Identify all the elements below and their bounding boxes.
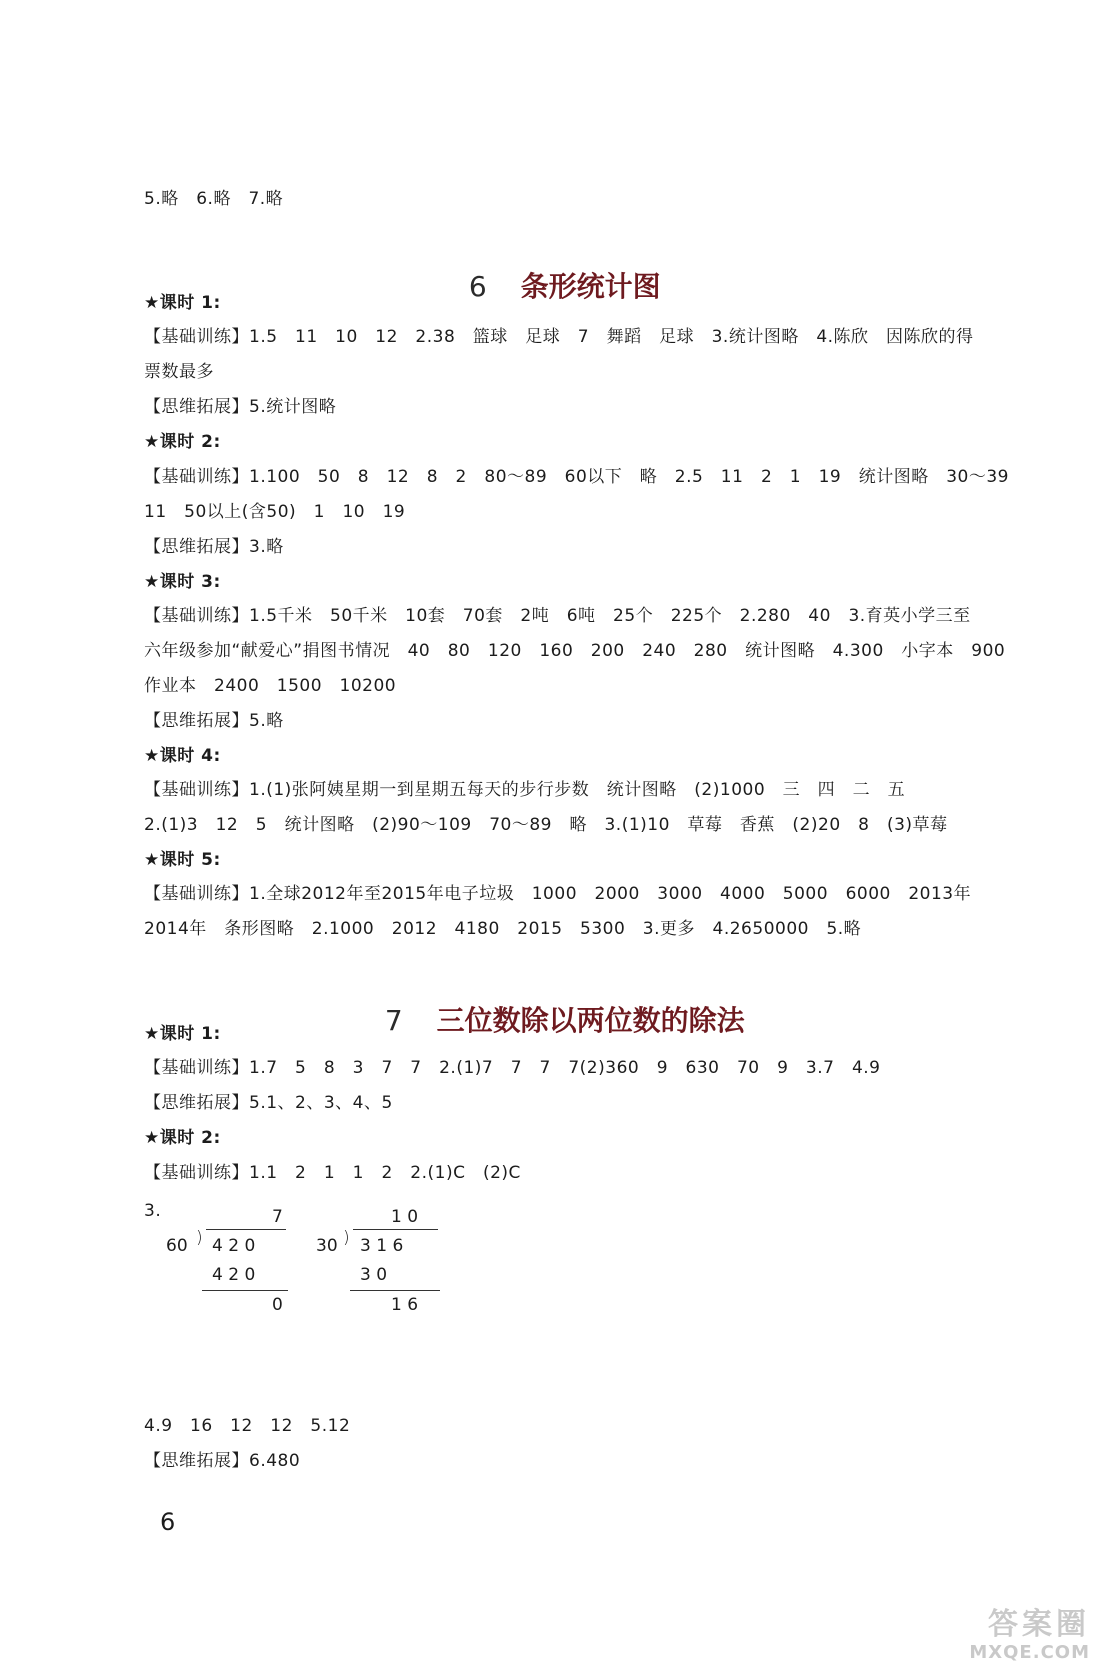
product: 4 2 0 — [212, 1265, 256, 1285]
lesson-heading: ★课时 3: — [144, 572, 221, 592]
answer-line: 4.9 16 12 12 5.12 — [144, 1416, 351, 1436]
subtraction-line — [350, 1290, 440, 1291]
dividend: 4 2 0 — [212, 1236, 256, 1256]
section-name: 三位数除以两位数的除法 — [436, 1004, 745, 1037]
watermark-top: 答案圈 — [988, 1607, 1090, 1642]
lesson-heading: ★课时 2: — [144, 1128, 221, 1148]
answer-line: 【基础训练】1.全球2012年至2015年电子垃圾 1000 2000 3000 4000 5000 6000 2013年 — [144, 884, 972, 904]
answer-line: 【思维拓展】3.略 — [144, 537, 284, 557]
division-bar — [206, 1229, 286, 1230]
answer-line: 【基础训练】1.5 11 10 12 2.38 篮球 足球 7 舞蹈 足球 3.统计图略 4.陈欣 因陈欣的得 — [144, 327, 974, 347]
lesson-heading: ★课时 5: — [144, 850, 221, 870]
answer-line: 2014年 条形图略 2.1000 2012 4180 2015 5300 3.更多 4.2650000 5.略 — [144, 919, 862, 939]
answer-line: 5.略 6.略 7.略 — [144, 189, 284, 209]
lesson-heading: ★课时 1: — [144, 293, 221, 313]
watermark — [930, 1608, 1090, 1670]
quotient: 1 0 — [391, 1207, 419, 1227]
watermark-bottom: MXQE.COM — [969, 1642, 1090, 1663]
answer-line: 【基础训练】1.(1)张阿姨星期一到星期五每天的步行步数 统计图略 (2)1000 三 四 二 五 — [144, 780, 906, 800]
divisor: 60 — [166, 1236, 188, 1256]
answer-line: 11 50以上(含50) 1 10 19 — [144, 502, 406, 522]
bracket-icon: ) — [196, 1228, 203, 1248]
page-number: 6 — [160, 1508, 176, 1536]
answer-line: 3. — [144, 1201, 162, 1221]
bracket-icon: ) — [343, 1228, 350, 1248]
answer-line: 作业本 2400 1500 10200 — [144, 676, 397, 696]
lesson-heading: ★课时 4: — [144, 746, 221, 766]
answer-line: 【基础训练】1.7 5 8 3 7 7 2.(1)7 7 7 7(2)360 9 630 70 9 3.7 4.9 — [144, 1058, 881, 1078]
subtraction-line — [202, 1290, 288, 1291]
remainder: 1 6 — [391, 1295, 419, 1315]
answer-line: 2.(1)3 12 5 统计图略 (2)90～109 70～89 略 3.(1)10 草莓 香蕉 (2)20 8 (3)草莓 — [144, 815, 948, 835]
answer-line: 六年级参加“献爱心”捐图书情况 40 80 120 160 200 240 280 统计图略 4.300 小字本 900 — [144, 641, 1006, 661]
quotient: 7 — [272, 1207, 283, 1227]
section-number: 6 — [468, 270, 487, 303]
section-name: 条形统计图 — [520, 270, 661, 303]
answer-line: 【基础训练】1.1 2 1 1 2 2.(1)C (2)C — [144, 1163, 521, 1183]
section-number: 7 — [384, 1004, 403, 1037]
lesson-heading: ★课时 2: — [144, 432, 221, 452]
answer-line: 票数最多 — [144, 362, 214, 382]
answer-line: 【思维拓展】5.统计图略 — [144, 397, 337, 417]
remainder: 0 — [272, 1295, 283, 1315]
product: 3 0 — [360, 1265, 388, 1285]
divisor: 30 — [316, 1236, 338, 1256]
answer-line: 【基础训练】1.100 50 8 12 8 2 80～89 60以下 略 2.5 11 2 1 19 统计图略 30～39 — [144, 467, 1009, 487]
lesson-heading: ★课时 1: — [144, 1024, 221, 1044]
answer-line: 【思维拓展】6.480 — [144, 1451, 301, 1471]
answer-line: 【基础训练】1.5千米 50千米 10套 70套 2吨 6吨 25个 225个 2.280 40 3.育英小学三至 — [144, 606, 971, 626]
division-bar — [353, 1229, 438, 1230]
answer-line: 【思维拓展】5.1、2、3、4、5 — [144, 1093, 393, 1113]
answer-line: 【思维拓展】5.略 — [144, 711, 284, 731]
dividend: 3 1 6 — [360, 1236, 404, 1256]
